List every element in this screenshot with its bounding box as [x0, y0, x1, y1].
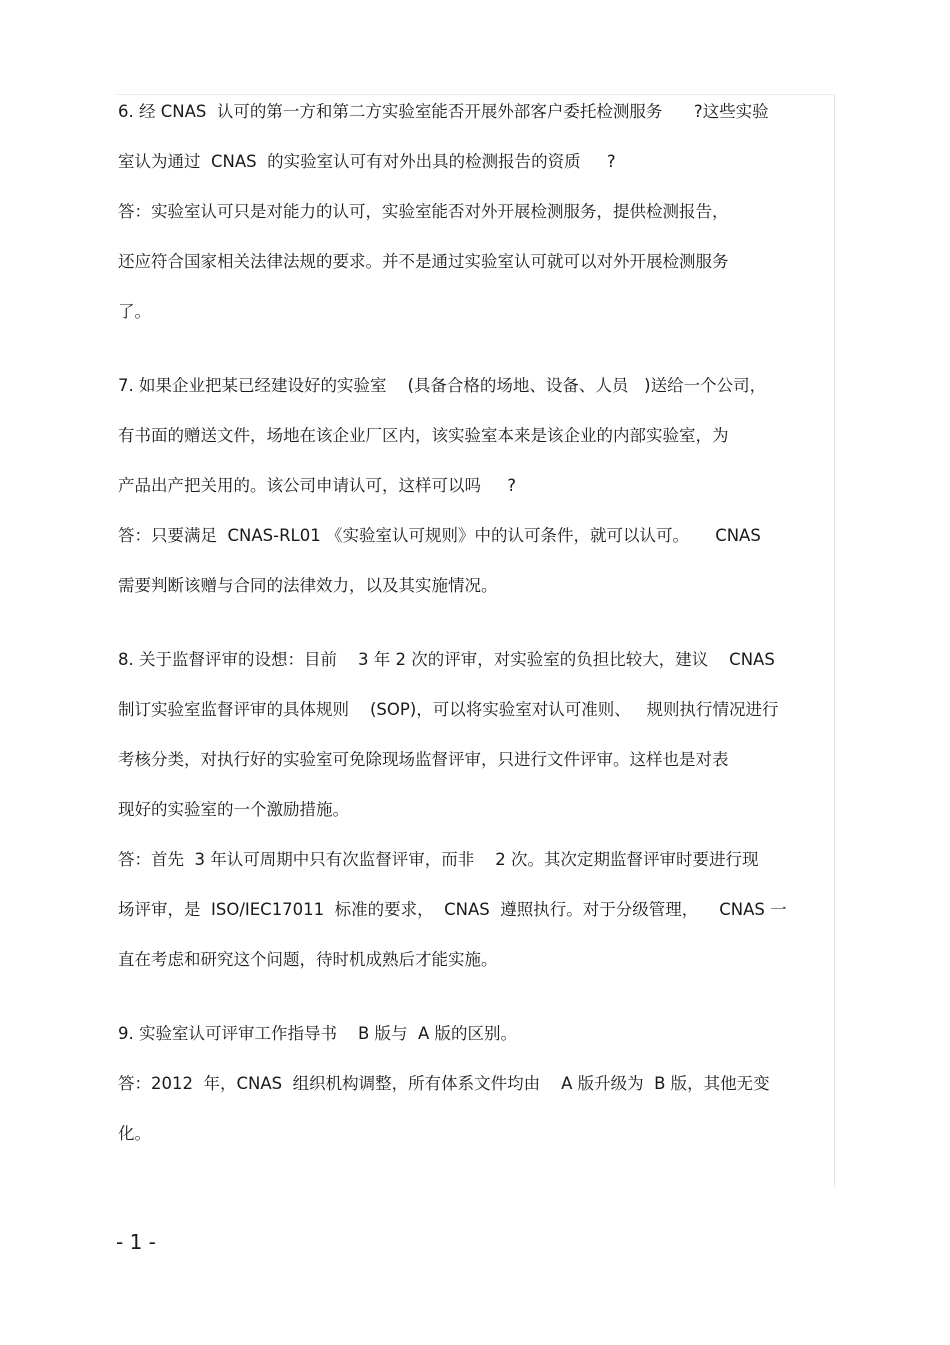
question-9-line-1: 9. 实验室认可评审工作指导书 B 版与 A 版的区别。 — [118, 1024, 518, 1043]
answer-6-line-2: 还应符合国家相关法律法规的要求。并不是通过实验室认可就可以对外开展检测服务 — [118, 252, 729, 271]
question-8-line-4: 现好的实验室的一个激励措施。 — [118, 800, 349, 819]
answer-9-line-2: 化。 — [118, 1124, 151, 1143]
answer-8-line-2: 场评审，是 ISO/IEC17011 标准的要求， CNAS 遵照执行。对于分级管理， CNAS 一 — [118, 900, 787, 919]
question-8-line-1: 8. 关于监督评审的设想：目前 3 年 2 次的评审，对实验室的负担比较大，建议 CNAS — [118, 650, 775, 669]
answer-8-line-3: 直在考虑和研究这个问题，待时机成熟后才能实施。 — [118, 950, 498, 969]
question-7-line-2: 有书面的赠送文件，场地在该企业厂区内，该实验室本来是该企业的内部实验室，为 — [118, 426, 729, 445]
question-6-line-2: 室认为通过 CNAS 的实验室认可有对外出具的检测报告的资质 ? — [118, 152, 616, 171]
answer-7-line-2: 需要判断该赠与合同的法律效力，以及其实施情况。 — [118, 576, 498, 595]
answer-9-line-1: 答：2012 年，CNAS 组织机构调整，所有体系文件均由 A 版升级为 B 版，其他无变 — [118, 1074, 770, 1093]
faq-item-7 — [118, 373, 834, 598]
document-body — [118, 99, 834, 1146]
question-6-line-1: 6. 经 CNAS 认可的第一方和第二方实验室能否开展外部客户委托检测服务 ?这些实验 — [118, 102, 769, 121]
faq-item-6 — [118, 99, 834, 324]
faq-item-9 — [118, 1021, 834, 1146]
answer-6-line-3: 了。 — [118, 302, 151, 321]
answer-6-line-1: 答：实验室认可只是对能力的认可，实验室能否对外开展检测服务，提供检测报告， — [118, 202, 729, 221]
answer-8-line-1: 答：首先 3 年认可周期中只有次监督评审，而非 2 次。其次定期监督评审时要进行现 — [118, 850, 759, 869]
question-7-line-1: 7. 如果企业把某已经建设好的实验室 (具备合格的场地、设备、人员 )送给一个公司， — [118, 376, 767, 395]
question-8-line-3: 考核分类，对执行好的实验室可免除现场监督评审，只进行文件评审。这样也是对表 — [118, 750, 729, 769]
answer-7-line-1: 答：只要满足 CNAS-RL01 《实验室认可规则》中的认可条件，就可以认可。 CNAS — [118, 526, 761, 545]
faq-item-8 — [118, 647, 834, 972]
question-8-line-2: 制订实验室监督评审的具体规则 (SOP)，可以将实验室对认可准则、 规则执行情况进行 — [118, 700, 779, 719]
page-number: - 1 - — [116, 1230, 156, 1254]
question-7-line-3: 产品出产把关用的。该公司申请认可，这样可以吗 ? — [118, 476, 516, 495]
